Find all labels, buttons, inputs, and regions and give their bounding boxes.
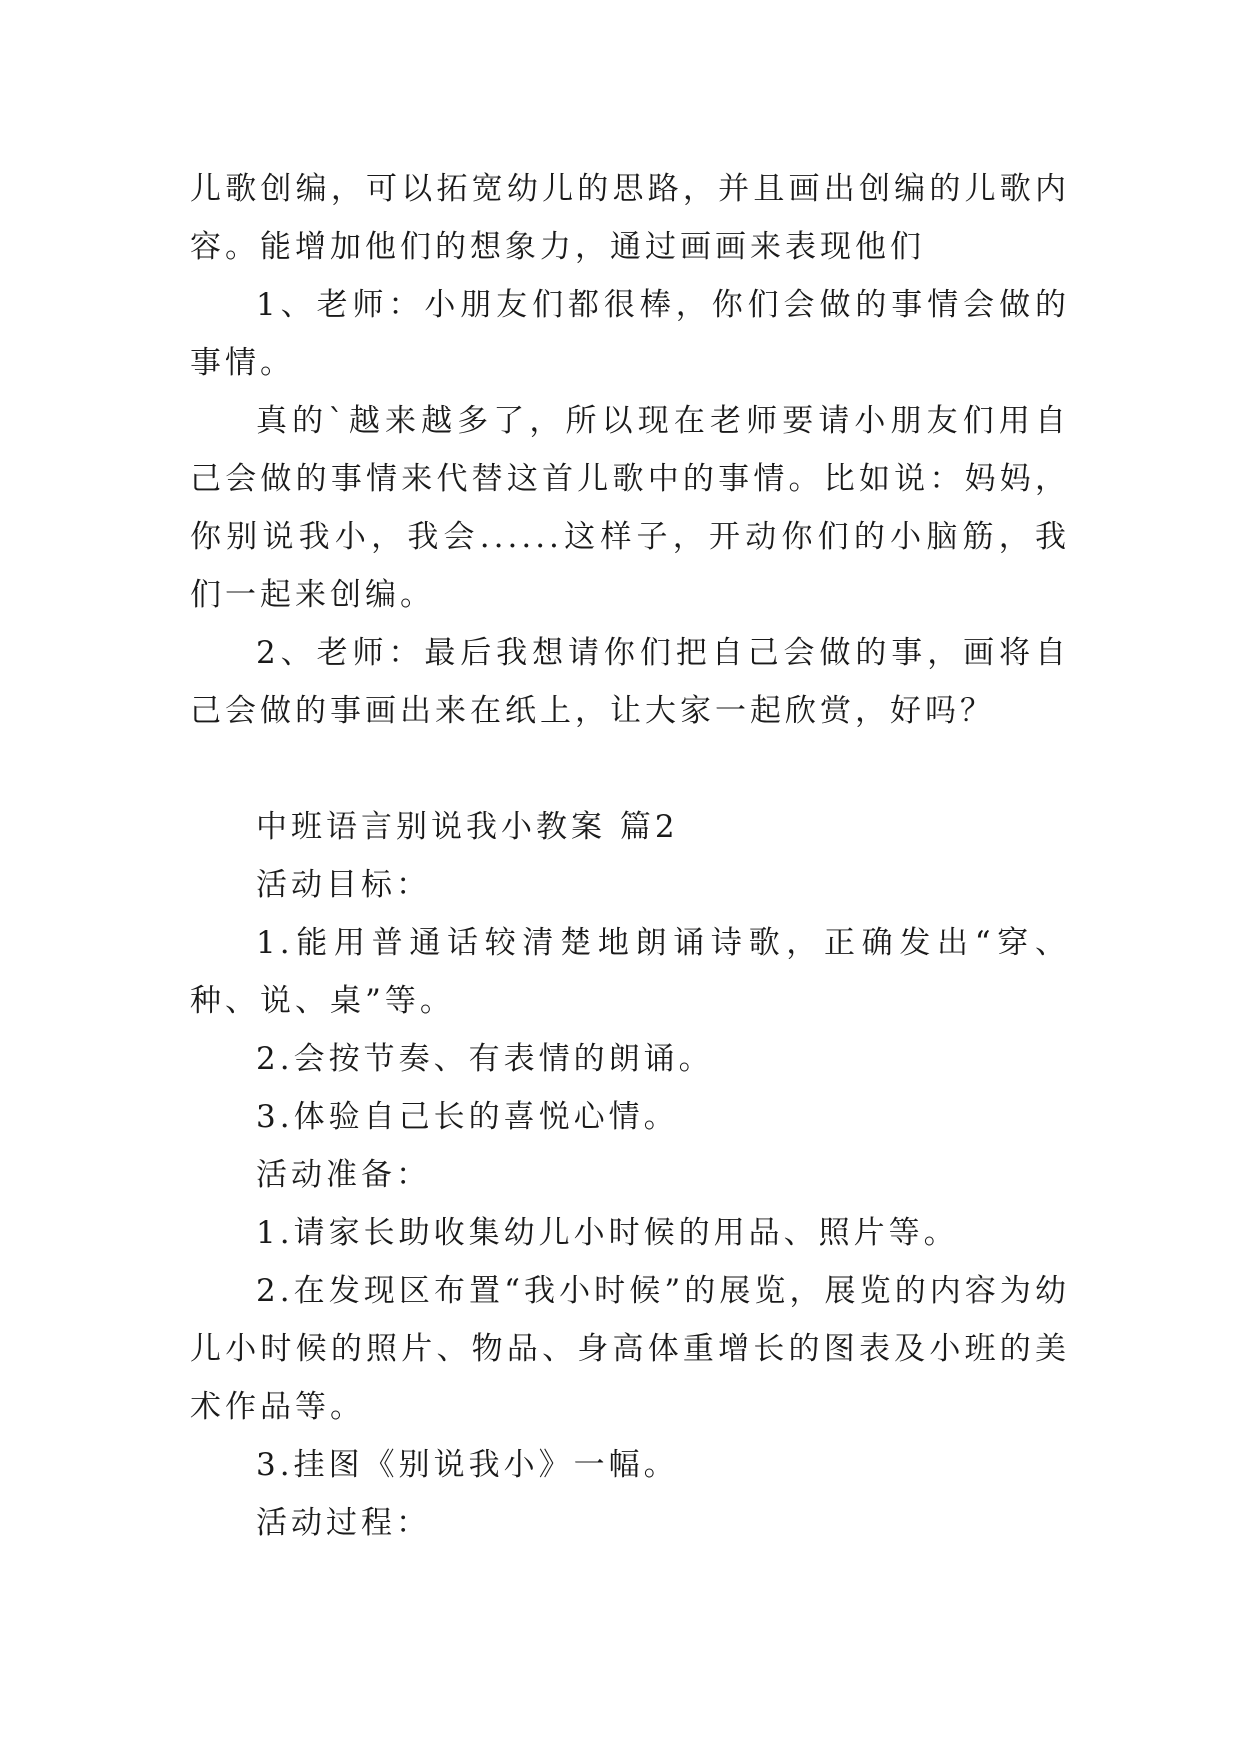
section-spacer <box>190 740 1070 798</box>
heading-activity-process: 活动过程： <box>256 1505 431 1541</box>
prep-item-2: 2.在发现区布置“我小时候”的展览，展览的内容为幼儿小时候的照片、物品、身高体重增长的图表及小班的美术作品等。 <box>190 1273 1070 1425</box>
paragraph-4: 2、老师：最后我想请你们把自己会做的事，画将自己会做的事画出来在纸上，让大家一起欣赏，好吗？ <box>190 635 1070 729</box>
section-title: 中班语言别说我小教案 篇2 <box>256 809 679 845</box>
goal-item-2: 2.会按节奏、有表情的朗诵。 <box>256 1041 714 1077</box>
heading-activity-preparation: 活动准备： <box>256 1157 431 1193</box>
document-page <box>190 160 1070 1552</box>
paragraph-1: 儿歌创编，可以拓宽幼儿的思路，并且画出创编的儿歌内容。能增加他们的想象力，通过画画来表现他们 <box>190 171 1070 265</box>
prep-item-1: 1.请家长助收集幼儿小时候的用品、照片等。 <box>256 1215 959 1251</box>
prep-item-3: 3.挂图《别说我小》一幅。 <box>256 1447 679 1483</box>
paragraph-2: 1、老师：小朋友们都很棒，你们会做的事情会做的事情。 <box>190 287 1070 381</box>
heading-activity-goals: 活动目标： <box>256 867 431 903</box>
goal-item-3: 3.体验自己长的喜悦心情。 <box>256 1099 679 1135</box>
goal-item-1: 1.能用普通话较清楚地朗诵诗歌，正确发出“穿、种、说、桌”等。 <box>190 925 1070 1019</box>
paragraph-3: 真的`越来越多了，所以现在老师要请小朋友们用自己会做的事情来代替这首儿歌中的事情。比如说：妈妈，你别说我小，我会......这样子，开动你们的小脑筋，我们一起来创编。 <box>190 403 1070 613</box>
